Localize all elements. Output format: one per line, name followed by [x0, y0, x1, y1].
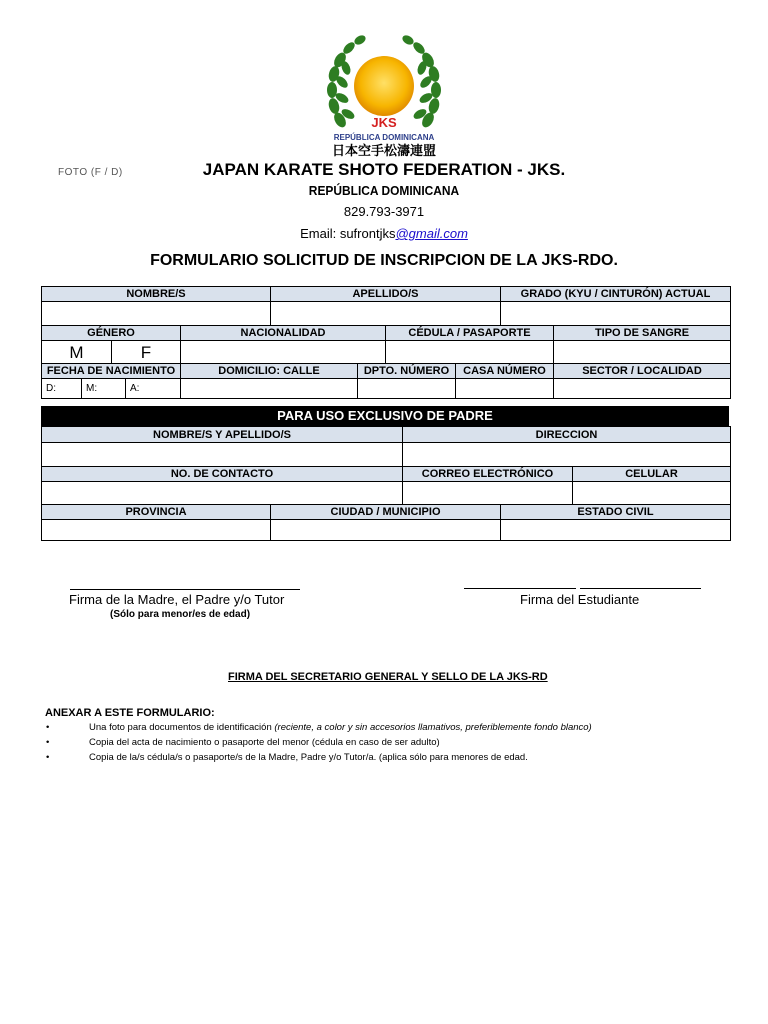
parent-signature-note: (Sólo para menor/es de edad)	[110, 609, 251, 620]
field-contacto[interactable]	[42, 482, 403, 505]
label-cedula: CÉDULA / PASAPORTE	[386, 326, 554, 341]
field-estado-civil[interactable]	[501, 520, 731, 541]
field-mes[interactable]: M:	[82, 379, 126, 399]
gender-f-option[interactable]: F	[112, 341, 181, 365]
parent-signature-line[interactable]	[70, 589, 300, 590]
field-nacionalidad[interactable]	[181, 341, 386, 365]
gender-m-option[interactable]: M	[42, 341, 112, 365]
field-grado[interactable]	[501, 302, 731, 326]
field-apellidos[interactable]	[271, 302, 501, 326]
parent-section-title: PARA USO EXCLUSIVO DE PADRE	[41, 406, 729, 426]
jks-logo	[322, 30, 446, 158]
field-casa[interactable]	[456, 379, 554, 399]
field-ciudad[interactable]	[271, 520, 501, 541]
student-signature-label: Firma del Estudiante	[520, 592, 640, 607]
label-grado: GRADO (KYU / CINTURÓN) ACTUAL	[501, 287, 731, 302]
student-signature-line-b[interactable]	[580, 588, 701, 589]
label-provincia: PROVINCIA	[42, 505, 271, 520]
field-sector[interactable]	[554, 379, 731, 399]
student-table-address	[41, 363, 731, 399]
annex-item-3	[46, 752, 528, 763]
field-celular[interactable]	[573, 482, 731, 505]
email-link[interactable]: @gmail.com	[395, 226, 468, 241]
label-padre-nombre: NOMBRE/S Y APELLIDO/S	[42, 427, 403, 443]
org-phone: 829.793-3971	[343, 204, 425, 219]
label-contacto: NO. DE CONTACTO	[42, 467, 403, 482]
field-nombres[interactable]	[42, 302, 271, 326]
label-dpto: DPTO. NÚMERO	[358, 364, 456, 379]
label-ciudad: CIUDAD / MUNICIPIO	[271, 505, 501, 520]
parent-table-location	[41, 504, 731, 541]
field-direccion[interactable]	[403, 443, 731, 467]
field-sangre[interactable]	[554, 341, 731, 365]
annex-item-1	[46, 722, 592, 733]
field-provincia[interactable]	[42, 520, 271, 541]
label-apellidos: APELLIDO/S	[271, 287, 501, 302]
label-sector: SECTOR / LOCALIDAD	[554, 364, 731, 379]
student-table-names	[41, 286, 731, 326]
secretary-signature-label: FIRMA DEL SECRETARIO GENERAL Y SELLO DE LA JKS-RD	[228, 671, 548, 683]
parent-table-contact	[41, 466, 731, 505]
label-genero: GÉNERO	[42, 326, 181, 341]
label-casa: CASA NÚMERO	[456, 364, 554, 379]
label-celular: CELULAR	[573, 467, 731, 482]
label-direccion: DIRECCION	[403, 427, 731, 443]
svg-text:REPÚBLICA DOMINICANA: REPÚBLICA DOMINICANA	[333, 133, 435, 142]
field-dia[interactable]: D:	[42, 379, 82, 399]
parent-signature-label: Firma de la Madre, el Padre y/o Tutor	[69, 592, 285, 607]
svg-text:日本空手松濤連盟: 日本空手松濤連盟	[331, 144, 437, 158]
field-dpto[interactable]	[358, 379, 456, 399]
photo-label: FOTO (F / D)	[58, 167, 123, 178]
field-anio[interactable]: A:	[126, 379, 181, 399]
label-estado-civil: ESTADO CIVIL	[501, 505, 731, 520]
annex-item-2-text: Copia del acta de nacimiento o pasaporte del menor (cédula en caso de ser adulto)	[89, 737, 440, 748]
bullet-icon: •	[46, 752, 50, 763]
org-country: REPÚBLICA DOMINICANA	[308, 183, 460, 198]
annex-item-1-text: Una foto para documentos de identificación	[89, 722, 275, 733]
student-signature-line-a[interactable]	[464, 588, 576, 589]
field-correo[interactable]	[403, 482, 573, 505]
label-nombres: NOMBRE/S	[42, 287, 271, 302]
annex-item-1-italic: (reciente, a color y sin accesorios llamativos, preferiblemente fondo blanco)	[274, 722, 592, 733]
parent-table-name	[41, 426, 731, 467]
svg-text:JKS: JKS	[371, 115, 397, 130]
annex-item-3-text: Copia de la/s cédula/s o pasaporte/s de la Madre, Padre y/o Tutor/a. (aplica sólo para menores de edad.	[89, 752, 528, 763]
org-title: JAPAN KARATE SHOTO FEDERATION - JKS.	[202, 160, 566, 179]
label-fecha-nacimiento: FECHA DE NACIMIENTO	[42, 364, 181, 379]
bullet-icon: •	[46, 722, 50, 733]
label-domicilio: DOMICILIO: CALLE	[181, 364, 358, 379]
annex-title: ANEXAR A ESTE FORMULARIO:	[45, 707, 215, 719]
bullet-icon: •	[46, 737, 50, 748]
student-table-gender	[41, 325, 731, 365]
email-label: Email: sufrontjks	[300, 226, 396, 241]
field-calle[interactable]	[181, 379, 358, 399]
jks-laurel-logo-icon	[322, 30, 446, 158]
field-cedula[interactable]	[386, 341, 554, 365]
form-title: FORMULARIO SOLICITUD DE INSCRIPCION DE LA JKS-RDO.	[150, 252, 618, 269]
label-nacionalidad: NACIONALIDAD	[181, 326, 386, 341]
annex-item-2	[46, 737, 440, 748]
field-padre-nombre[interactable]	[42, 443, 403, 467]
label-sangre: TIPO DE SANGRE	[554, 326, 731, 341]
label-correo: CORREO ELECTRÓNICO	[403, 467, 573, 482]
org-email	[0, 226, 768, 241]
